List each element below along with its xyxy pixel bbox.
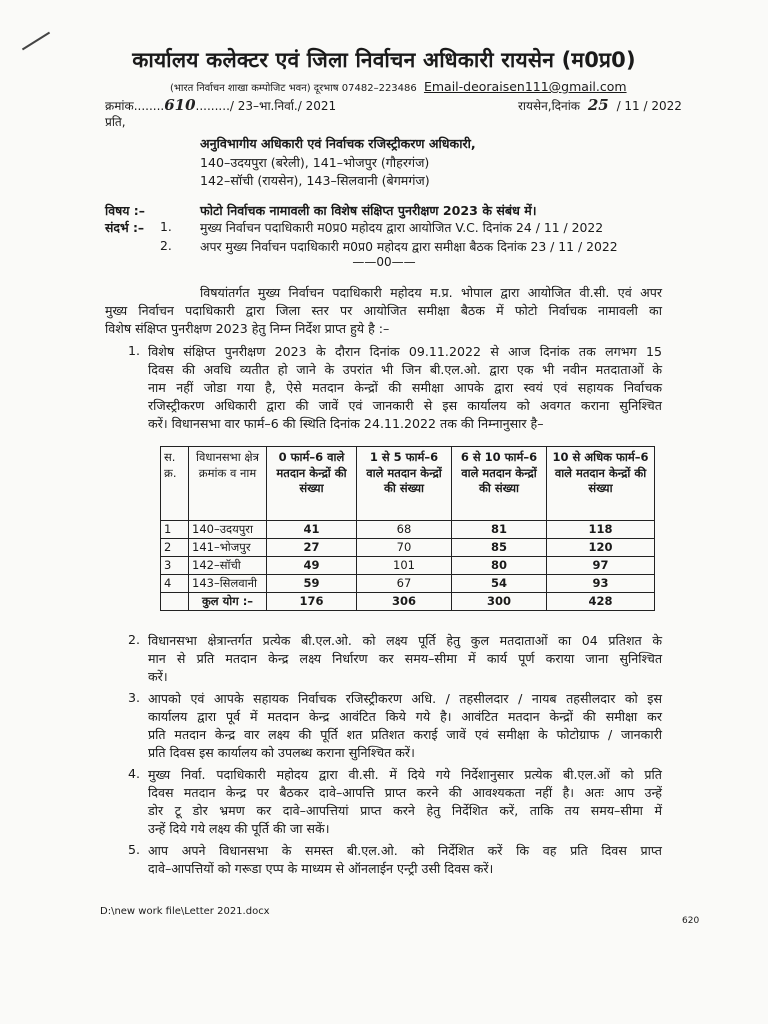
point-4-number: 4. [128, 766, 141, 781]
header-zero-form6: 0 फार्म–6 वाले मतदान केन्द्रों की संख्या [267, 447, 357, 521]
point-1-line-5: करें। विधानसभा वार फार्म–6 की स्थिति दिनांक 24.11.2022 तक की निम्नानुसार है– [148, 416, 544, 431]
addressee-line-2: 140–उदयपुरा (बरेली), 141–भोजपुर (गौहरगंज) [200, 155, 430, 170]
to-label: प्रति, [105, 115, 126, 129]
office-title: कार्यालय कलेक्टर एवं जिला निर्वाचन अधिकारी रायसेन (म0प्र0) [132, 48, 636, 72]
point-2-number: 2. [128, 632, 141, 647]
point-3-line-3: प्रति मतदान केन्द्र वार लक्ष्य की पूर्ति शत प्रतिशत कराई जावें एवं समीक्षा के फोटोग्राफ / जानकारी [148, 727, 662, 742]
intro-line-2: मुख्य निर्वाचन पदाधिकारी द्वारा जिला स्तर पर आयोजित समीक्षा बैठक में फोटो निर्वाचक नामावली का [105, 303, 662, 318]
table-row [161, 521, 655, 539]
header-serial: स. क्र. [161, 447, 189, 521]
file-path-footer: D:\new work file\Letter 2021.docx [100, 906, 270, 917]
table-row [161, 557, 655, 575]
row-zero-count: 41 [267, 521, 357, 539]
point-3-line-1: आपको एवं आपके सहायक निर्वाचक रजिस्ट्रीकरण अधि. / तहसीलदार / नायब तहसीलदार को इस [148, 691, 662, 706]
row-zero-count: 27 [267, 539, 357, 557]
row-1-5-count: 68 [357, 521, 452, 539]
row-constituency: 141–भोजपुर [189, 539, 267, 557]
point-3-number: 3. [128, 690, 141, 705]
row-6-10-count: 54 [452, 575, 547, 593]
row-gt10-count: 93 [547, 575, 655, 593]
page-number: 620 [682, 916, 700, 926]
point-1-line-1: विशेष संक्षिप्त पुनरीक्षण 2023 के दौरान दिनांक 09.11.2022 से आज दिनांक तक लगभग 15 [148, 344, 662, 359]
row-1-5-count: 70 [357, 539, 452, 557]
total-label: कुल योग :– [189, 593, 267, 611]
point-4-line-2: दिवस मतदान केन्द्र पर बैठकर दावे–आपत्ति प्राप्त करने की आवश्यकता नहीं है। अतः आप उन्हें [148, 785, 662, 800]
header-more-than-10-form6: 10 से अधिक फार्म–6 वाले मतदान केन्द्रों की संख्या [547, 447, 655, 521]
header-6-to-10-form6: 6 से 10 फार्म–6 वाले मतदान केन्द्रों की संख्या [452, 447, 547, 521]
addressee-line-3: 142–सॉची (रायसेन), 143–सिलवानी (बेगमगंज) [200, 173, 430, 188]
table-total-row [161, 593, 655, 611]
date-line [518, 96, 682, 114]
reference-1-text: मुख्य निर्वाचन पदाधिकारी म0प्र0 महोदय द्वारा आयोजित V.C. दिनांक 24 / 11 / 2022 [200, 220, 604, 235]
row-serial: 2 [161, 539, 189, 557]
row-6-10-count: 85 [452, 539, 547, 557]
ref-suffix: / 23–भा.निर्वा./ 2021 [229, 99, 337, 113]
form6-status-table [160, 446, 655, 611]
point-1-line-4: रजिस्ट्रीकरण अधिकारी द्वारा की जावें एवं जानकारी से इस कार्यालय को अवगत कराना सुनिश्चित [148, 398, 662, 413]
row-6-10-count: 80 [452, 557, 547, 575]
row-constituency: 140–उदयपुरा [189, 521, 267, 539]
point-1-line-2: दिवस की अवधि व्यतीत हो जाने के उपरांत भी जिन बी.एल.ओ. द्वारा एक भी नवीन मतदाताओं के [148, 362, 662, 377]
row-1-5-count: 67 [357, 575, 452, 593]
row-constituency: 142–सॉची [189, 557, 267, 575]
table-row [161, 575, 655, 593]
ref-prefix: क्रमांक [105, 99, 134, 113]
row-zero-count: 59 [267, 575, 357, 593]
point-4-line-1: मुख्य निर्वा. पदाधिकारी महोदय द्वारा वी.सी. में दिये गये निर्देशानुसार प्रत्येक बी.एल.ओं को प्रति [148, 767, 662, 782]
point-4-line-4: उन्हें दिये गये लक्ष्य की पूर्ति की जा सकें। [148, 821, 330, 836]
point-5-number: 5. [128, 842, 141, 857]
ref-number-handwritten: 610 [164, 96, 196, 114]
total-gt10-count: 428 [547, 593, 655, 611]
date-suffix: / 11 / 2022 [616, 99, 682, 113]
row-serial: 1 [161, 521, 189, 539]
reference-label: संदर्भ :– [105, 220, 145, 235]
reference-2-text: अपर मुख्य निर्वाचन पदाधिकारी म0प्र0 महोदय द्वारा समीक्षा बैठक दिनांक 23 / 11 / 2022 [200, 239, 618, 254]
row-gt10-count: 120 [547, 539, 655, 557]
point-3-line-2: कार्यालय द्वारा पूर्व में मतदान केन्द्र आवंटित किये गये है। आवंटित मतदान केन्द्रों की समीक्षा कर [148, 709, 662, 724]
table-row [161, 539, 655, 557]
point-1-line-3: नाम नहीं जोडा गया है, ऐसे मतदान केन्द्रों की समीक्षा आपके द्वारा स्वयं एवं सहायक निर्वाचक [148, 380, 662, 395]
table-header-row [161, 447, 655, 521]
total-6-10-count: 300 [452, 593, 547, 611]
row-6-10-count: 81 [452, 521, 547, 539]
date-prefix: रायसेन,दिनांक [518, 99, 581, 113]
date-day-handwritten: 25 [587, 96, 609, 114]
row-1-5-count: 101 [357, 557, 452, 575]
office-contact-line [170, 79, 627, 94]
row-gt10-count: 97 [547, 557, 655, 575]
point-2-line-2: मान से प्रति मतदान केन्द्र लक्ष्य निर्धारण कर समय–सीमा में कार्य पूर्ण कराया जाना सुनिश्चित [148, 651, 662, 666]
subject-text: फोटो निर्वाचक नामावली का विशेष संक्षिप्त पुनरीक्षण 2023 के संबंध में। [200, 203, 537, 218]
point-5-line-1: आप अपने विधानसभा के समस्त बी.एल.ओ. को निर्देशित करें कि वह प्रति दिवस प्राप्त [148, 843, 662, 858]
row-serial: 4 [161, 575, 189, 593]
office-email: Email-deoraisen111@gmail.com [423, 79, 627, 94]
reference-1-number: 1. [160, 219, 172, 234]
row-zero-count: 49 [267, 557, 357, 575]
point-1-number: 1. [128, 343, 141, 358]
office-phone-line: (भारत निर्वाचन शाखा कम्पोजिट भवन) दूरभाष 07482–223486 [170, 83, 417, 94]
addressee-line-1: अनुविभागीय अधिकारी एवं निर्वाचक रजिस्ट्रीकरण अधिकारी, [200, 136, 476, 151]
total-zero-count: 176 [267, 593, 357, 611]
point-2-line-3: करें। [148, 669, 168, 684]
intro-line-1: विषयांतर्गत मुख्य निर्वाचन पदाधिकारी महोदय म.प्र. भोपाल द्वारा आयोजित वी.सी. एवं अपर [200, 285, 662, 300]
total-1-5-count: 306 [357, 593, 452, 611]
header-constituency: विधानसभा क्षेत्र क्रमांक व नाम [189, 447, 267, 521]
point-4-line-3: डोर टू डोर भ्रमण कर दावे–आपत्तियां प्राप्त करने हेतु निर्देशित करें, ताकि तय समय–सीमा में [148, 803, 662, 818]
point-5-line-2: दावे–आपत्तियों को गरूडा एप्प के माध्यम से ऑनलाईन एन्ट्री उसी दिवस करें। [148, 861, 494, 876]
header-1-to-5-form6: 1 से 5 फार्म–6 वाले मतदान केन्द्रों की संख्या [357, 447, 452, 521]
reference-number-line: क्रमांक........610........./ 23–भा.निर्वा./ 2021 [105, 96, 337, 114]
row-constituency: 143–सिलवानी [189, 575, 267, 593]
row-serial: 3 [161, 557, 189, 575]
row-gt10-count: 118 [547, 521, 655, 539]
reference-2-number: 2. [160, 238, 172, 253]
subject-label: विषय :– [105, 203, 145, 218]
intro-line-3: विशेष संक्षिप्त पुनरीक्षण 2023 हेतु निम्न निर्देश प्राप्त हुये है :– [105, 321, 390, 336]
point-3-line-4: प्रति दिवस इस कार्यालय को उपलब्ध कराना सुनिश्चित करें। [148, 745, 415, 760]
point-2-line-1: विधानसभा क्षेत्रान्तर्गत प्रत्येक बी.एल.ओ. को लक्ष्य पूर्ति हेतु कुल मतदाताओं का 04 प्रतिशत के [148, 633, 662, 648]
separator: ——00—— [352, 255, 416, 269]
